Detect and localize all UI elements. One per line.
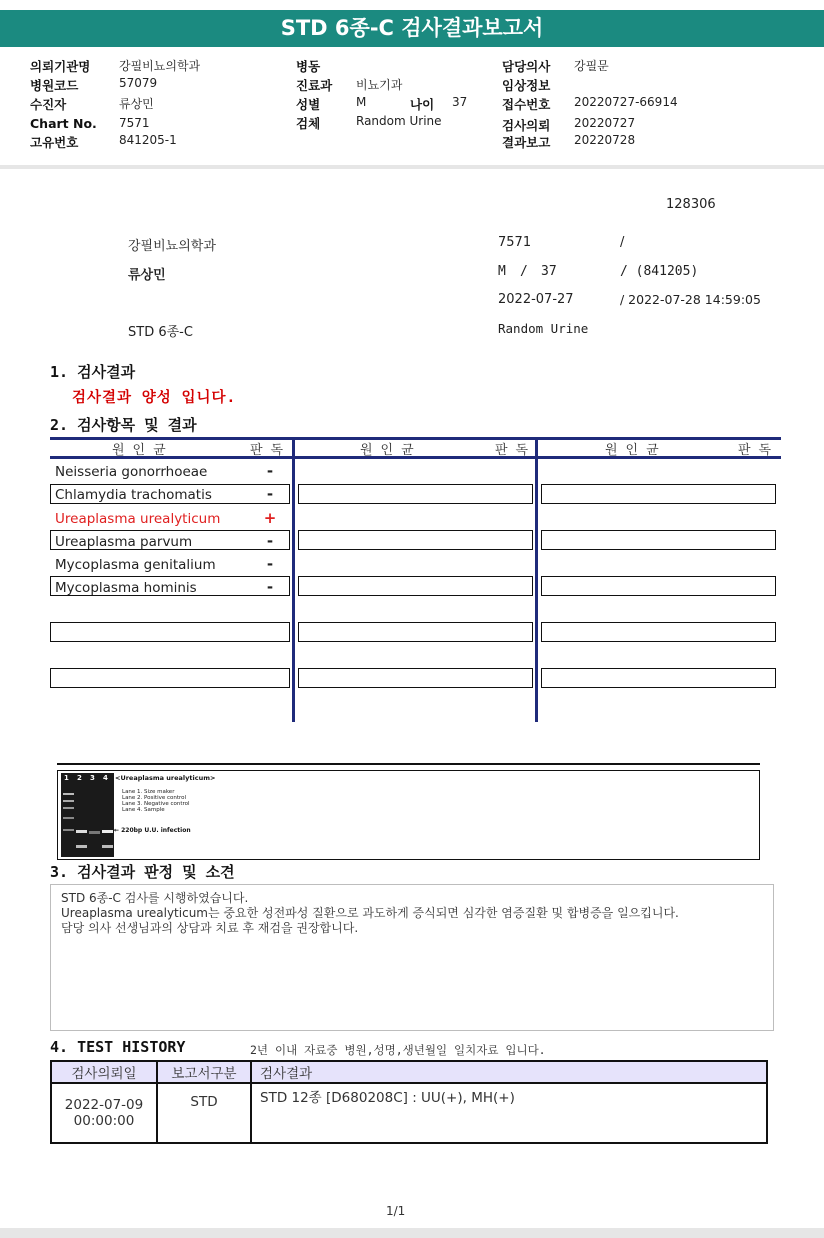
header-value: 841205-1 <box>119 133 177 147</box>
sample-band <box>76 830 87 833</box>
pathogen-name: Ureaplasma parvum <box>55 534 193 550</box>
lane-number: 4 <box>103 774 108 782</box>
history-date: 2022-07-09 <box>64 1097 144 1113</box>
result-box <box>298 622 533 642</box>
header-value: 7571 <box>119 116 150 130</box>
history-type: STD <box>157 1083 251 1143</box>
pathogen-name: Mycoplasma hominis <box>55 580 197 596</box>
report-title: STD 6종-C 검사결과보고서 <box>0 10 824 47</box>
header-value: 20220728 <box>574 133 636 147</box>
header-value: 비뇨기과 <box>356 78 403 92</box>
opinion-line: STD 6종-C 검사를 시행하였습니다. <box>61 891 249 905</box>
header-value: 강필문 <box>574 59 609 73</box>
col-header-pathogen: 원인균 <box>360 443 422 458</box>
header-value: Random Urine <box>356 114 442 128</box>
header-value: 류상민 <box>119 97 154 111</box>
header-label: 의뢰기관명 <box>30 59 91 74</box>
positive-message: 검사결과 양성 입니다. <box>72 390 237 406</box>
primer-band <box>102 845 113 848</box>
col-header-verdict: 판독 <box>738 443 780 458</box>
result-box <box>541 484 776 504</box>
header-label: 병원코드 <box>30 78 79 93</box>
pathogen-name: Neisseria gonorrhoeae <box>55 464 208 480</box>
ladder-band <box>63 807 74 809</box>
column-divider <box>535 437 538 722</box>
result-box <box>298 484 533 504</box>
results-table <box>50 437 781 722</box>
col-header-verdict: 판독 <box>495 443 537 458</box>
col-header-pathogen: 원인균 <box>112 443 174 458</box>
lane-number: 1 <box>64 774 69 782</box>
pathogen-name: Mycoplasma genitalium <box>55 557 216 573</box>
gel-title: <Ureaplasma urealyticum> <box>115 774 216 782</box>
verdict-value: - <box>266 485 274 503</box>
gel-photo <box>61 773 114 857</box>
header-label: 임상정보 <box>502 78 551 93</box>
history-result: STD 12종 [D680208C] : UU(+), MH(+) <box>251 1083 767 1143</box>
patient-birth: / (841205) <box>620 264 699 279</box>
section2-heading: 2. 검사항목 및 결과 <box>50 416 197 434</box>
primer-band <box>76 845 87 848</box>
gel-arrow-label: ← 220bp U.U. infection <box>114 827 191 834</box>
patient-age: 37 <box>541 264 557 279</box>
header-value: 20220727-66914 <box>574 95 678 109</box>
header-label: 병동 <box>296 59 321 74</box>
opinion-line: Ureaplasma urealyticum는 중요한 성전파성 질환으로 과도하게 증식되면 심각한 염증질환 및 합병증을 일으킵니다. <box>61 906 679 920</box>
result-box <box>541 576 776 596</box>
col-header-pathogen: 원인균 <box>605 443 667 458</box>
history-time: 00:00:00 <box>73 1113 135 1129</box>
report-datetime: / 2022-07-28 14:59:05 <box>620 292 761 307</box>
section3-heading: 3. 검사결과 판정 및 소견 <box>50 863 235 881</box>
ladder-band <box>63 800 74 802</box>
header-value: 57079 <box>119 76 158 90</box>
hospital-name: 강필비뇨의학과 <box>128 239 216 254</box>
header-value: 37 <box>452 95 468 109</box>
ladder-band <box>63 817 74 819</box>
history-col-type: 보고서구분 <box>157 1061 251 1083</box>
specimen: Random Urine <box>498 321 589 336</box>
header-label: 담당의사 <box>502 59 551 74</box>
opinion-line: 담당 의사 선생님과의 상담과 치료 후 재검을 권장합니다. <box>61 921 359 935</box>
result-box <box>50 622 290 642</box>
lane-number: 3 <box>90 774 95 782</box>
history-note: 2년 이내 자료중 병원,성명,생년월일 일치자료 입니다. <box>250 1043 546 1057</box>
request-date: 2022-07-27 <box>498 292 574 307</box>
chart-number: 7571 <box>498 235 532 250</box>
id-number: 128306 <box>666 197 716 212</box>
result-box <box>298 576 533 596</box>
verdict-value: - <box>266 462 274 480</box>
header-value: 20220727 <box>574 116 636 130</box>
header-info <box>0 55 824 155</box>
header-label: 결과보고 <box>502 135 551 150</box>
gel-legend-line: Lane 4. Sample <box>122 807 165 813</box>
history-date-cell <box>51 1083 157 1143</box>
result-box <box>541 622 776 642</box>
gel-legend-line: Lane 2. Positive control <box>122 795 187 801</box>
section4-heading: 4. TEST HISTORY <box>50 1038 186 1056</box>
header-value: 강필비뇨의학과 <box>119 59 201 73</box>
patient-block <box>0 190 824 350</box>
header-label: 진료과 <box>296 78 333 93</box>
result-box <box>541 530 776 550</box>
pathogen-name-positive: Ureaplasma urealyticum <box>55 511 221 527</box>
result-box <box>50 668 290 688</box>
verdict-value: - <box>266 532 274 550</box>
header-label: 수진자 <box>30 97 67 112</box>
header-label: 접수번호 <box>502 97 551 112</box>
gel-image-panel <box>57 770 760 860</box>
pathogen-name: Chlamydia trachomatis <box>55 487 212 503</box>
result-box <box>298 530 533 550</box>
page-bottom-bar <box>0 1228 824 1238</box>
header-value: M <box>356 95 367 109</box>
result-box <box>541 668 776 688</box>
separator: / <box>620 235 625 250</box>
ladder-band <box>63 793 74 795</box>
opinion-box <box>50 884 774 1031</box>
patient-name: 류상민 <box>128 268 166 283</box>
verdict-value: - <box>266 578 274 596</box>
gel-legend-line: Lane 3. Negative control <box>122 801 190 807</box>
verdict-value: - <box>266 555 274 573</box>
page-number: 1/1 <box>386 1204 406 1218</box>
header-label: 나이 <box>410 97 435 112</box>
history-col-date: 검사의뢰일 <box>51 1061 157 1083</box>
header-label: 성별 <box>296 97 321 112</box>
col-header-verdict: 판독 <box>250 443 292 458</box>
lane-number: 2 <box>77 774 82 782</box>
test-name: STD 6종-C <box>128 325 193 340</box>
gel-legend-line: Lane 1. Size maker <box>122 789 175 795</box>
ladder-band <box>63 829 74 831</box>
column-divider <box>292 437 295 722</box>
history-table <box>50 1060 768 1144</box>
history-col-result: 검사결과 <box>251 1061 767 1083</box>
sample-band <box>102 830 113 833</box>
separator: / <box>520 264 528 279</box>
header-label: 검체 <box>296 116 321 131</box>
header-label: 검사의뢰 <box>502 118 551 133</box>
patient-sex: M <box>498 264 506 279</box>
gel-top-line <box>57 763 760 765</box>
sample-band <box>89 831 100 834</box>
header-label: Chart No. <box>30 116 97 131</box>
section1-heading: 1. 검사결과 <box>50 363 136 381</box>
result-box <box>298 668 533 688</box>
verdict-value-positive: + <box>263 509 277 527</box>
header-divider <box>0 165 824 169</box>
header-label: 고유번호 <box>30 135 79 150</box>
